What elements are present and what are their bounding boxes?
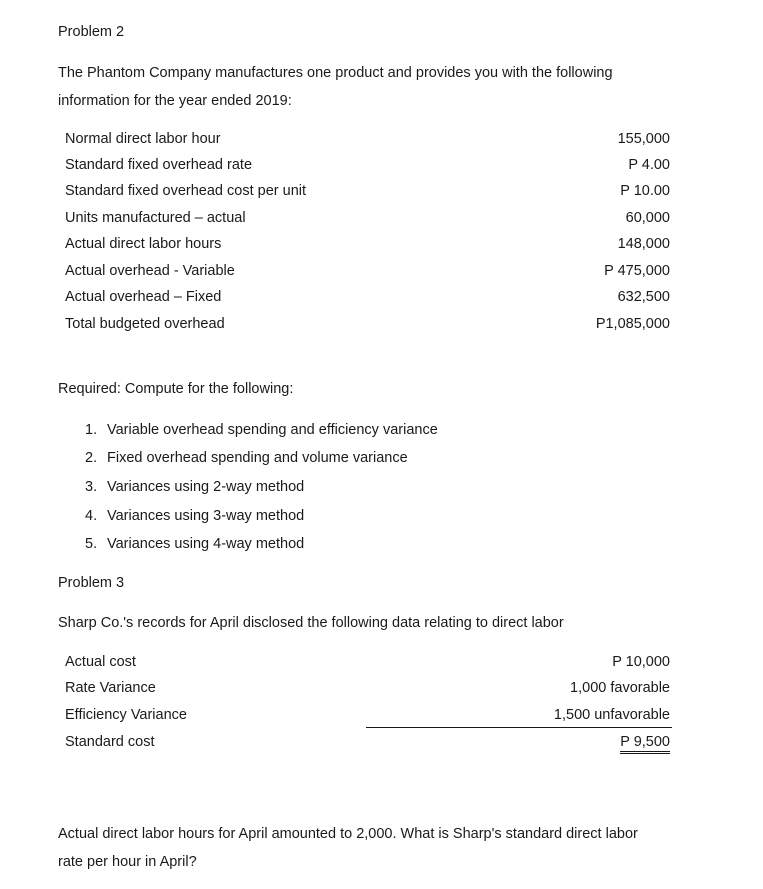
problem2-row-label: Units manufactured – actual [65, 210, 246, 226]
list-item-number: 5. [85, 536, 98, 552]
problem3-question-line1: Actual direct labor hours for April amounted to 2,000. What is Sharp's standard direct labor [58, 826, 638, 842]
list-item-text: Variable overhead spending and efficiency variance [107, 422, 438, 438]
problem2-row-value: P 4.00 [628, 157, 670, 173]
list-item-text: Variances using 4-way method [107, 536, 305, 552]
problem3-row-label: Efficiency Variance [65, 707, 187, 723]
problem3-row-value: P 9,500 [620, 734, 670, 754]
problem3-title: Problem 3 [58, 575, 125, 591]
problem2-row-label: Actual overhead – Fixed [65, 289, 222, 305]
problem2-row-label: Actual direct labor hours [65, 236, 222, 252]
problem2-row-value: 155,000 [617, 131, 670, 147]
required-label: Required: Compute for the following: [58, 381, 294, 397]
problem2-row-value: P1,085,000 [595, 316, 670, 332]
problem2-row-value: 60,000 [625, 210, 670, 226]
list-item-number: 2. [85, 450, 98, 466]
problem3-question-line2: rate per hour in April? [58, 854, 197, 870]
problem3-row-label: Actual cost [65, 654, 136, 670]
problem2-row-label: Standard fixed overhead rate [65, 157, 253, 173]
problem2-row-label: Normal direct labor hour [65, 131, 221, 147]
subtotal-rule [366, 727, 672, 728]
problem3-row-label: Standard cost [65, 734, 155, 750]
problem2-row-value: 632,500 [617, 289, 670, 305]
list-item-text: Variances using 3-way method [107, 508, 305, 524]
list-item [85, 445, 408, 471]
list-item [85, 503, 304, 529]
list-item-text: Fixed overhead spending and volume variance [107, 450, 408, 466]
problem3-row-value: 1,000 favorable [570, 680, 670, 696]
list-item-number: 3. [85, 479, 98, 495]
problem3-row-value: P 10,000 [612, 654, 670, 670]
problem2-row-label: Actual overhead - Variable [65, 263, 235, 279]
list-item [85, 417, 438, 443]
problem2-title: Problem 2 [58, 24, 125, 40]
problem2-row-value: P 475,000 [604, 263, 670, 279]
list-item-text: Variances using 2-way method [107, 479, 305, 495]
list-item-number: 1. [85, 422, 98, 438]
problem3-row-label: Rate Variance [65, 680, 156, 696]
problem2-row-label: Standard fixed overhead cost per unit [65, 183, 307, 199]
list-item [85, 531, 304, 557]
problem2-intro-line1: The Phantom Company manufactures one product and provides you with the following [58, 65, 613, 81]
problem2-row-label: Total budgeted overhead [65, 316, 225, 332]
problem3-row-value: 1,500 unfavorable [553, 707, 670, 723]
problem2-row-value: P 10.00 [620, 183, 670, 199]
problem2-row-value: 148,000 [617, 236, 670, 252]
problem3-intro: Sharp Co.'s records for April disclosed the following data relating to direct labor [58, 615, 564, 631]
list-item [85, 474, 304, 500]
list-item-number: 4. [85, 508, 98, 524]
problem2-intro-line2: information for the year ended 2019: [58, 93, 292, 109]
problem3-standard-cost-value [620, 733, 670, 751]
